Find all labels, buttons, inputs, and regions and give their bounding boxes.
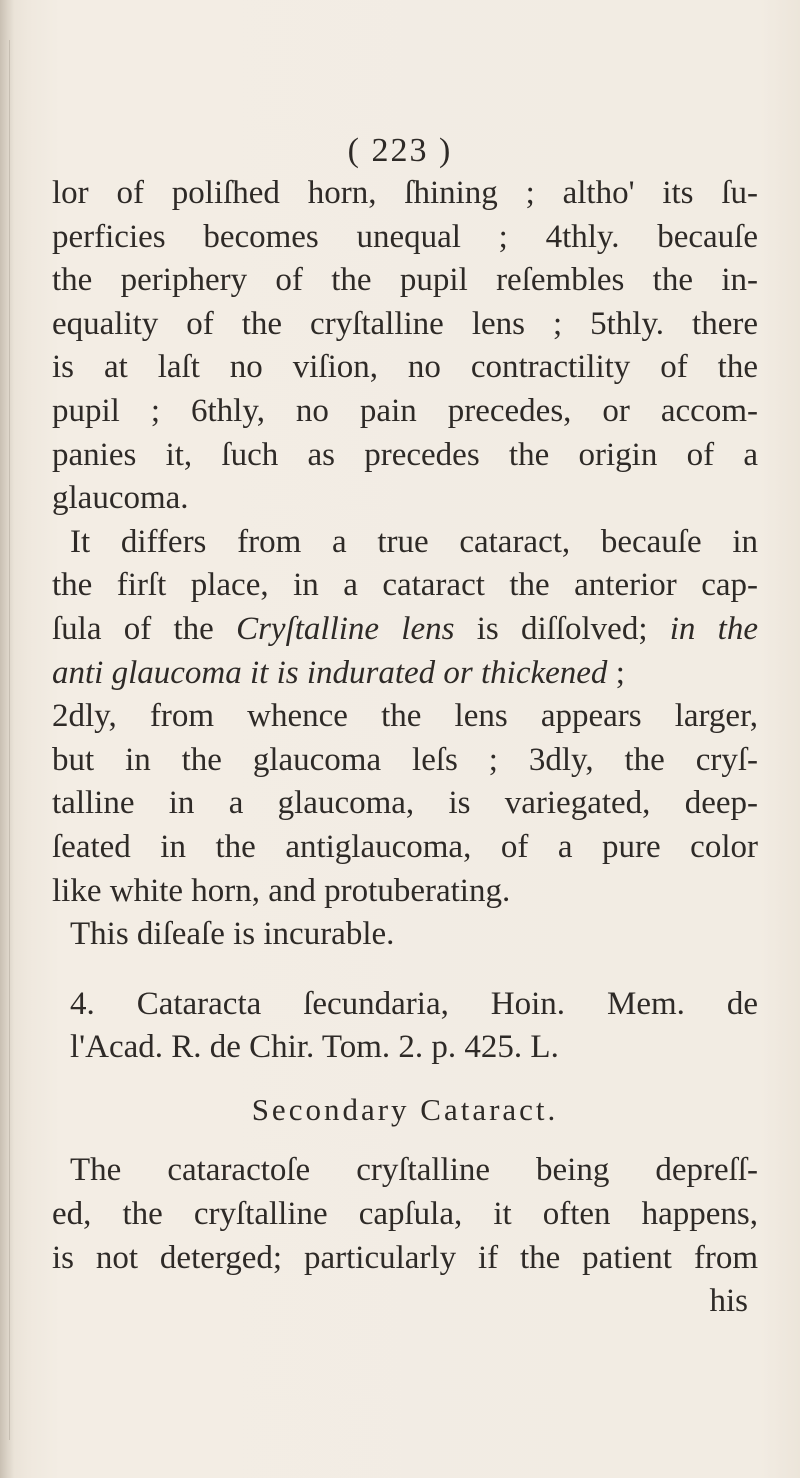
text-line: lor of poliſhed horn, ſhining ; altho' its ſu- <box>52 175 758 211</box>
text-line: the periphery of the pupil reſembles the in- <box>52 262 758 299</box>
italic-run: Cryſtalline lens <box>236 610 455 647</box>
text-line: like white horn, and protuberating. <box>52 872 511 909</box>
page-gutter-line <box>9 40 10 1440</box>
text-line: equality of the cryſtalline lens ; 5thly. there <box>52 305 758 342</box>
text-line: but in the glaucoma leſs ; 3dly, the cryſ- <box>52 741 758 778</box>
text-run: is diſſolved; <box>454 610 670 647</box>
catchword: his <box>709 1283 748 1320</box>
paragraph-start: It differs from a true cataract, becauſe in <box>70 523 758 560</box>
text-line: pupil ; 6thly, no pain precedes, or accom- <box>52 392 758 429</box>
italic-run: anti glaucoma it is indurated or thickened <box>52 654 608 691</box>
text-line: the firſt place, in a cataract the anterior cap- <box>52 567 758 604</box>
page-body <box>52 172 758 1324</box>
text-line: ſeated in the antiglaucoma, of a pure color <box>52 828 758 865</box>
text-line: perficies becomes unequal ; 4thly. becauſe <box>52 218 758 255</box>
entry-line: 4. Cataracta ſecundaria, Hoin. Mem. de <box>70 985 758 1022</box>
text-line: is not deterged; particularly if the patient from <box>52 1239 758 1276</box>
text-line: This diſeaſe is incurable. <box>70 916 395 953</box>
text-run: ſula of the <box>52 610 237 647</box>
text-line: talline in a glaucoma, is variegated, deep- <box>52 785 758 822</box>
entry-line: l'Acad. R. de Chir. Tom. 2. p. 425. L. <box>70 1029 559 1066</box>
page-spine-shadow <box>0 0 14 1478</box>
text-line-mixed <box>52 652 758 696</box>
text-line: is at laſt no viſion, no contractility of the <box>52 349 758 386</box>
text-line-mixed <box>52 608 758 652</box>
text-line: glaucoma. <box>52 480 189 517</box>
text-run: ; <box>607 654 625 691</box>
paragraph-start: The cataractoſe cryſtalline being depreſſ- <box>70 1152 758 1189</box>
section-heading: Secondary Cataract. <box>251 1091 559 1127</box>
text-line: ed, the cryſtalline capſula, it often happens, <box>52 1196 758 1233</box>
paragraph-gap <box>52 957 758 983</box>
text-line: panies it, ſuch as precedes the origin of a <box>52 436 758 473</box>
text-line: 2dly, from whence the lens appears larger, <box>52 698 758 735</box>
page-number: ( 223 ) <box>347 132 453 169</box>
italic-run: in the <box>669 610 758 647</box>
